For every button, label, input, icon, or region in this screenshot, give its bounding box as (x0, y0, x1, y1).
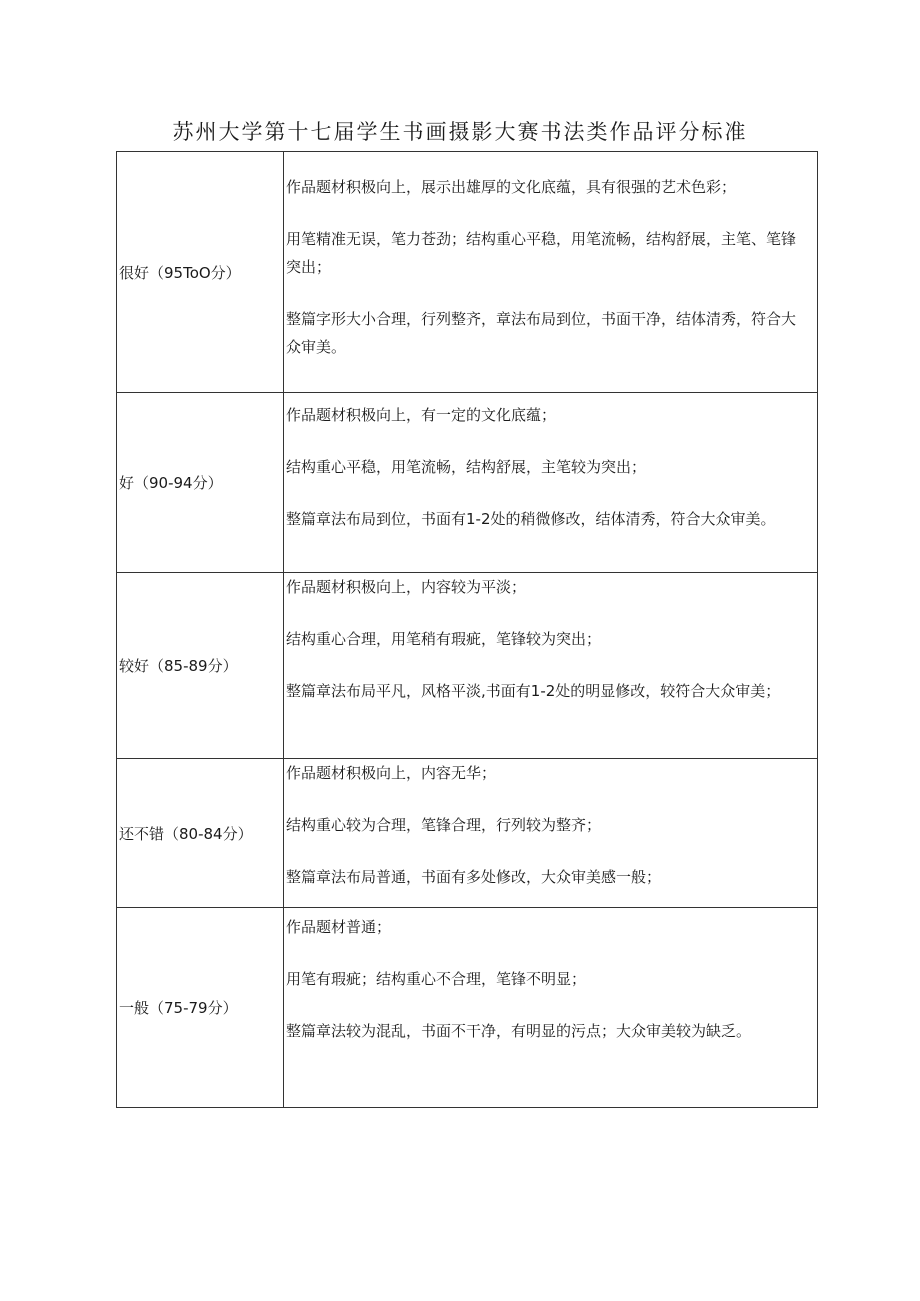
table-row (117, 393, 818, 573)
criterion-text: 作品题材普通； (286, 918, 392, 936)
criterion-text: 用笔精准无误，笔力苍劲；结构重心平稳，用笔流畅，结构舒展，主笔、笔锋突出； (286, 230, 797, 276)
criterion-text: 整篇章法布局到位，书面有1-2处的稍微修改，结体清秀，符合大众审美。 (286, 510, 776, 528)
criteria-cell (284, 759, 818, 908)
criterion-text: 整篇章法布局平凡，风格平淡,书面有1-2处的明显修改，较符合大众审美； (286, 682, 781, 700)
criterion-text: 结构重心较为合理，笔锋合理，行列较为整齐； (286, 816, 602, 834)
criterion-text: 整篇章法较为混乱，书面不干净，有明显的污点；大众审美较为缺乏。 (286, 1022, 752, 1040)
table-row (117, 152, 818, 393)
grade-cell: 很好（95ToO分） (117, 152, 284, 393)
criterion-text: 作品题材积极向上，内容较为平淡； (286, 578, 527, 596)
table-row (117, 908, 818, 1108)
criteria-cell (284, 152, 818, 393)
document-title: 苏州大学第十七届学生书画摄影大赛书法类作品评分标准 (172, 120, 748, 144)
criterion-text: 结构重心合理，用笔稍有瑕疵，笔锋较为突出； (286, 630, 602, 648)
criterion-text: 结构重心平稳，用笔流畅，结构舒展，主笔较为突出； (286, 458, 647, 476)
table-row (117, 573, 818, 759)
grade-cell: 还不错（80-84分） (117, 759, 284, 908)
criteria-cell (284, 393, 818, 573)
grade-cell: 较好（85-89分） (117, 573, 284, 759)
criterion-text: 作品题材积极向上，展示出雄厚的文化底蕴，具有很强的艺术色彩； (286, 178, 737, 196)
criterion-text: 用笔有瑕疵；结构重心不合理，笔锋不明显； (286, 970, 587, 988)
table-row (117, 759, 818, 908)
scoring-table (116, 151, 818, 1108)
grade-cell: 好（90-94分） (117, 393, 284, 573)
criterion-text: 作品题材积极向上，内容无华； (286, 764, 497, 782)
criterion-text: 整篇章法布局普通，书面有多处修改，大众审美感一般； (286, 868, 662, 886)
criterion-text: 作品题材积极向上，有一定的文化底蕴； (286, 406, 557, 424)
criteria-cell (284, 573, 818, 759)
criteria-cell (284, 908, 818, 1108)
grade-cell: 一般（75-79分） (117, 908, 284, 1108)
criterion-text: 整篇字形大小合理，行列整齐，章法布局到位，书面干净，结体清秀，符合大众审美。 (286, 310, 797, 356)
